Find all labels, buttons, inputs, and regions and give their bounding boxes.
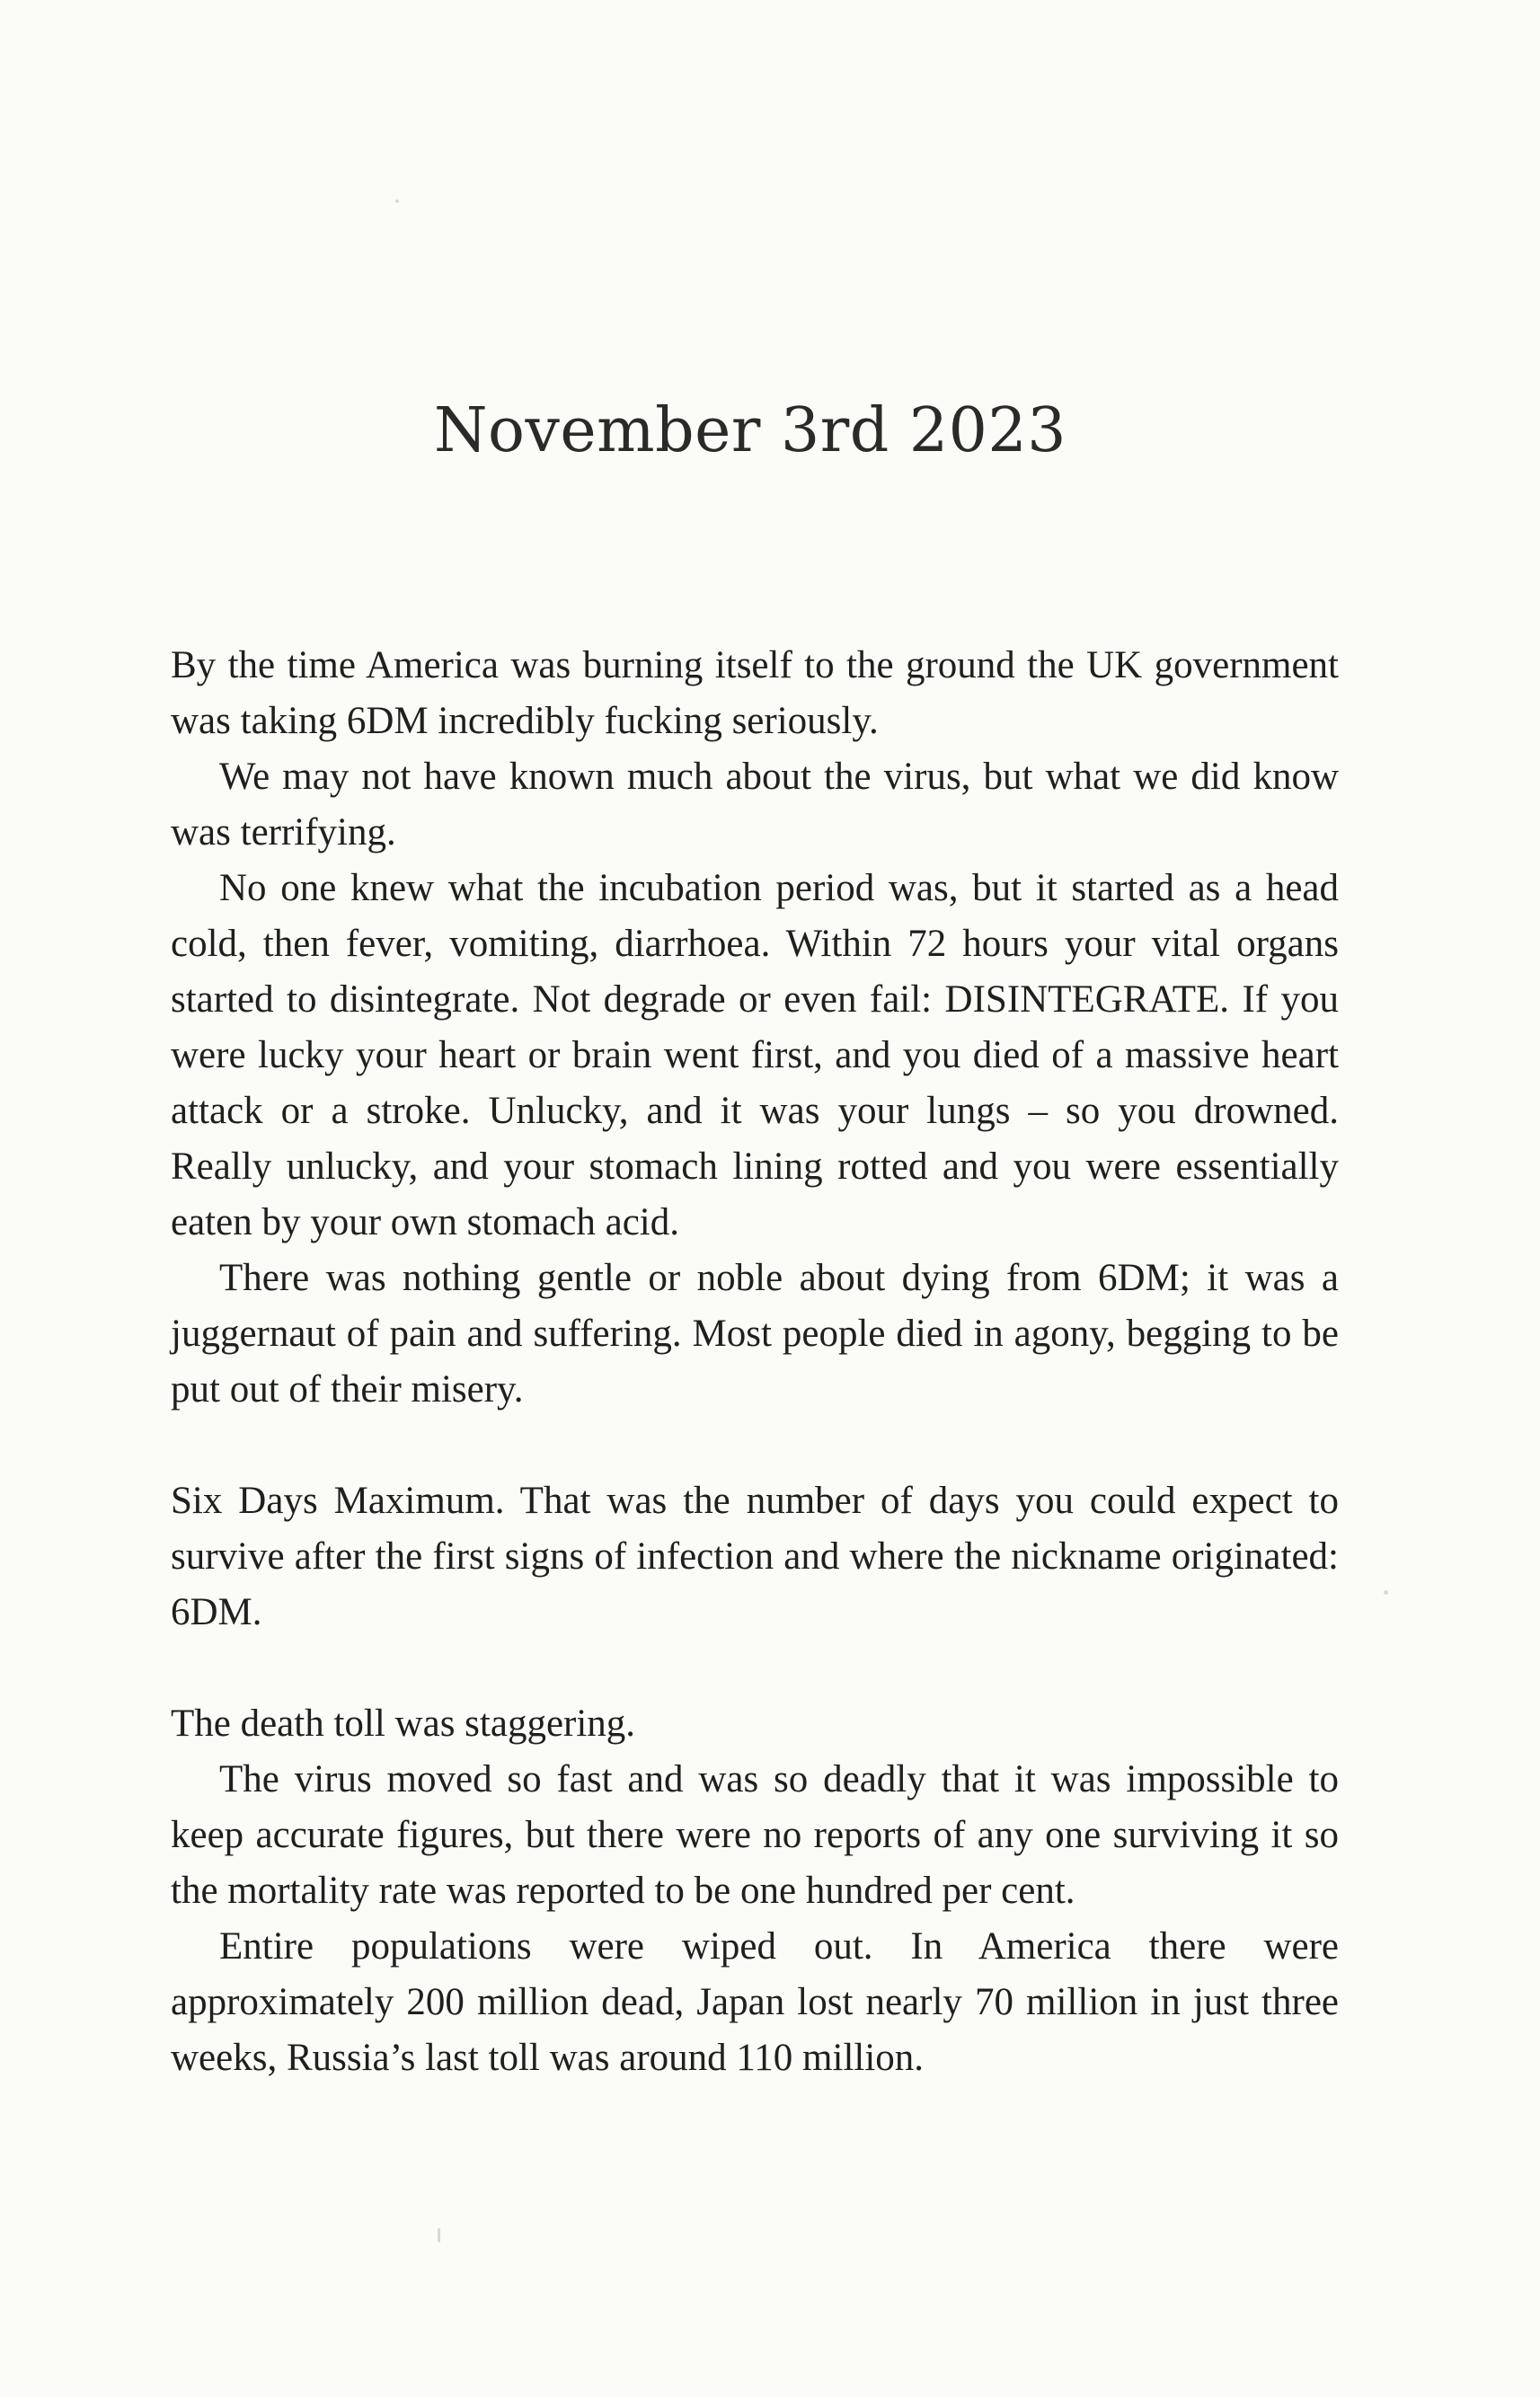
paper-speck	[1384, 1590, 1388, 1595]
chapter-body	[171, 638, 1339, 2086]
paragraph: No one knew what the incubation period was, but it started as a head cold, then fever, vomiting, diarrhoea. Within 72 hours your vital organs started to disintegrate. Not degrade or even fail: DISINTEGRATE. If you were lucky your heart or brain went first, and you died of a massive heart attack or a stroke. Unlucky, and it was your lungs – so you drowned. Really unlucky, and your stomach lining rotted and you were essentially eaten by your own stomach acid.	[171, 867, 1339, 1243]
paragraph: We may not have known much about the virus, but what we did know was terrifying.	[171, 756, 1339, 854]
paragraph: The death toll was staggering.	[171, 1703, 636, 1745]
paper-speck	[395, 199, 399, 203]
paragraph: Entire populations were wiped out. In America there were approximately 200 million dead, Japan lost nearly 70 million in just three weeks, Russia’s last toll was around 110 million.	[171, 1925, 1339, 2079]
paragraph: The virus moved so fast and was so deadly that it was impossible to keep accurate figures, but there were no reports of any one surviving it so the mortality rate was reported to be one hundred per cent.	[171, 1758, 1339, 1912]
paragraph: By the time America was burning itself to the ground the UK government was taking 6DM incredibly fucking seriously.	[171, 644, 1339, 742]
chapter-title: November 3rd 2023	[434, 395, 1066, 466]
paper-speck	[438, 2228, 440, 2242]
paragraph: Six Days Maximum. That was the number of days you could expect to survive after the first signs of infection and where the nickname originated: 6DM.	[171, 1480, 1339, 1633]
paragraph: There was nothing gentle or noble about dying from 6DM; it was a juggernaut of pain and suffering. Most people died in agony, begging to be put out of their misery.	[171, 1257, 1339, 1411]
